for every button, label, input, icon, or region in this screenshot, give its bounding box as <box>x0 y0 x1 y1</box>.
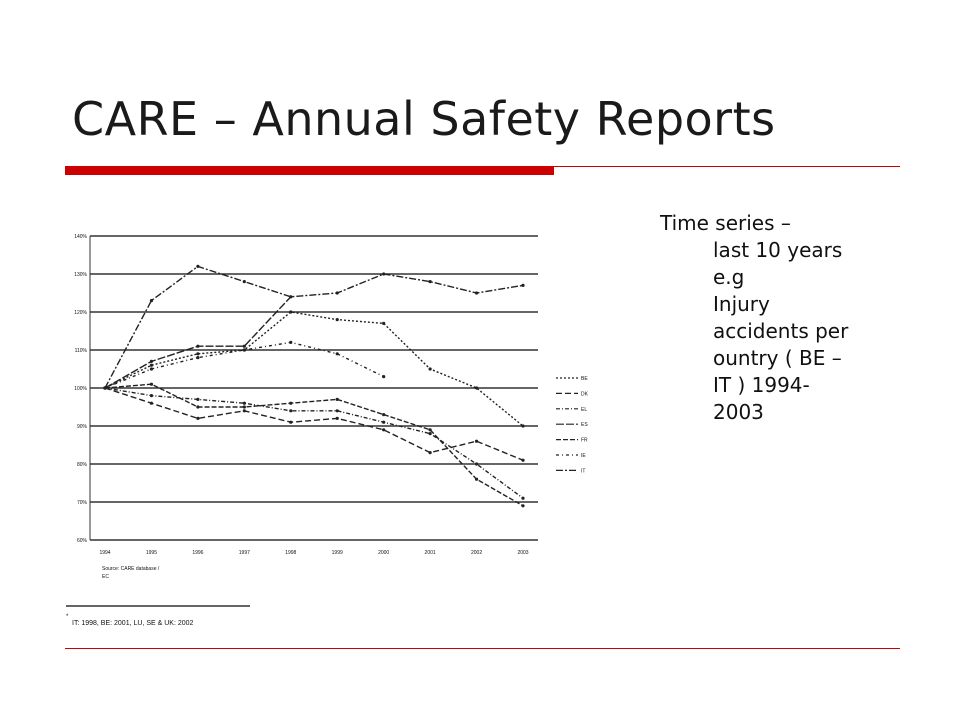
title-underline-thick <box>65 166 554 175</box>
data-point-ie <box>196 356 199 359</box>
data-point-ie <box>336 352 339 355</box>
data-point-fr <box>243 405 246 408</box>
data-point-it <box>475 291 478 294</box>
source-annotation: EC <box>102 574 109 580</box>
data-point-el <box>382 421 385 424</box>
data-point-ie <box>382 375 385 378</box>
data-point-dk <box>289 421 292 424</box>
data-point-it <box>382 272 385 275</box>
y-tick-label: 140% <box>74 234 87 240</box>
x-tick-label: 1997 <box>238 550 250 556</box>
text-line: e.g <box>713 265 745 289</box>
data-point-fr <box>336 398 339 401</box>
y-tick-label: 130% <box>74 272 87 278</box>
data-point-el <box>289 409 292 412</box>
y-tick-label: 80% <box>76 462 87 468</box>
legend-label: ES <box>581 422 588 429</box>
text-line: last 10 years <box>713 238 843 262</box>
footnote-marker: * <box>66 614 69 620</box>
data-point-el <box>429 432 432 435</box>
data-point-dk <box>475 440 478 443</box>
series-line-it <box>105 266 523 388</box>
data-point-dk <box>150 402 153 405</box>
data-point-dk <box>382 428 385 431</box>
text-line: Injury <box>713 292 770 316</box>
data-point-fr <box>289 402 292 405</box>
data-point-ie <box>150 367 153 370</box>
data-point-it <box>103 386 106 389</box>
line-chart <box>60 222 600 642</box>
data-point-es <box>150 360 153 363</box>
data-point-be <box>521 424 524 427</box>
series-line-dk <box>105 388 523 460</box>
text-line: IT ) 1994- <box>713 373 810 397</box>
data-point-dk <box>196 417 199 420</box>
legend-label: EL <box>581 406 588 413</box>
x-tick-label: 1995 <box>145 550 158 556</box>
data-point-fr <box>150 383 153 386</box>
data-point-ie <box>243 348 246 351</box>
title-underline-thin <box>554 166 900 167</box>
x-tick-label: 2002 <box>470 550 483 556</box>
text-line: accidents per <box>713 319 849 343</box>
legend-label: FR <box>581 437 588 444</box>
x-tick-label: 2003 <box>517 550 529 556</box>
data-point-be <box>429 367 432 370</box>
slide-title: CARE – Annual Safety Reports <box>72 92 776 146</box>
data-point-be <box>150 364 153 367</box>
x-tick-label: 1998 <box>285 550 297 556</box>
data-point-el <box>521 497 524 500</box>
y-tick-label: 70% <box>76 500 87 506</box>
data-point-el <box>336 409 339 412</box>
y-tick-label: 60% <box>76 538 87 544</box>
data-point-be <box>475 386 478 389</box>
data-point-it <box>336 291 339 294</box>
data-point-it <box>521 284 524 287</box>
data-point-it <box>150 299 153 302</box>
x-tick-label: 1999 <box>331 550 343 556</box>
series-line-el <box>105 388 523 498</box>
data-point-be <box>289 310 292 313</box>
data-point-it <box>429 280 432 283</box>
y-tick-label: 100% <box>74 386 87 392</box>
y-tick-label: 90% <box>76 424 87 430</box>
data-point-fr <box>521 504 524 507</box>
data-point-dk <box>521 459 524 462</box>
data-point-fr <box>382 413 385 416</box>
data-point-el <box>475 462 478 465</box>
bottom-rule <box>65 648 900 649</box>
data-point-it <box>289 295 292 298</box>
text-line: ountry ( BE – <box>713 346 842 370</box>
data-point-it <box>196 265 199 268</box>
data-point-fr <box>475 478 478 481</box>
data-point-es <box>243 345 246 348</box>
x-tick-label: 1996 <box>192 550 204 556</box>
legend-label: DK <box>581 391 588 398</box>
bullet-text <box>660 210 910 426</box>
data-point-dk <box>243 409 246 412</box>
data-point-be <box>196 352 199 355</box>
x-tick-label: 2001 <box>424 550 436 556</box>
source-annotation: Source: CARE database / <box>102 566 160 572</box>
data-point-dk <box>429 451 432 454</box>
legend-label: IT <box>581 468 586 475</box>
series-line-es <box>105 297 291 388</box>
data-point-el <box>150 394 153 397</box>
data-point-el <box>196 398 199 401</box>
y-tick-label: 120% <box>74 310 87 316</box>
footnote-text: IT: 1998, BE: 2001, LU, SE & UK: 2002 <box>72 620 194 627</box>
text-line: Time series – <box>660 211 791 235</box>
data-point-be <box>336 318 339 321</box>
x-tick-label: 2000 <box>378 550 390 556</box>
data-point-be <box>382 322 385 325</box>
data-point-dk <box>336 417 339 420</box>
data-point-es <box>196 345 199 348</box>
legend-label: IE <box>581 453 586 459</box>
text-line: 2003 <box>713 400 764 424</box>
data-point-el <box>243 402 246 405</box>
x-tick-label: 1994 <box>99 550 111 556</box>
data-point-fr <box>196 405 199 408</box>
data-point-fr <box>429 428 432 431</box>
data-point-ie <box>289 341 292 344</box>
chart-svg <box>60 222 600 642</box>
data-point-it <box>243 280 246 283</box>
y-tick-label: 110% <box>74 348 87 354</box>
legend-label: BE <box>581 376 588 382</box>
